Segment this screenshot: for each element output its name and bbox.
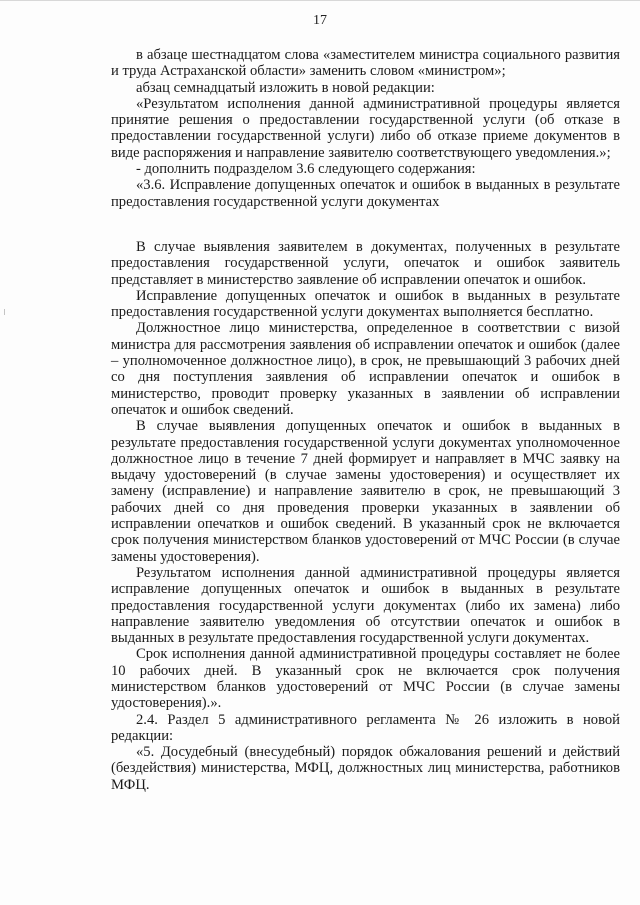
- paragraph-2: абзац семнадцатый изложить в новой редакции:: [136, 79, 435, 96]
- paragraph-9: Результатом исполнения данной административной процедуры является исправление допущенных опечаток и ошибок в выданных в результате предоставления государственной услуги документах (либо их замена) либо направление заявителю уведомления об отсутствии опечаток и ошибок в выданных в результате предоставления государственной услуги документах.: [111, 564, 620, 647]
- blank-line: [111, 210, 620, 239]
- scan-margin-dot: [4, 309, 5, 315]
- paragraph-11: 2.4. Раздел 5 административного регламента № 26 изложить в новой редакции:: [111, 711, 620, 744]
- page-number: 17: [313, 13, 327, 28]
- paragraph-6: Исправление допущенных опечаток и ошибок в выданных в результате предоставления государственной услуги документах выполняется бесплатно.: [111, 287, 620, 321]
- paragraph-5: В случае выявления заявителем в документах, полученных в результате предоставления государственной услуги, опечаток и ошибок заявитель представляет в министерство заявление об исправлении опечаток и ошибок.: [111, 238, 620, 288]
- paragraph-3: «Результатом исполнения данной административной процедуры является принятие решения о предоставлении государственной услуги (об отказе в предоставлении государственной услуги) либо об отказе приеме документов в виде распоряжения и направление заявителю соответствующего уведомления.»;: [111, 95, 620, 161]
- paragraph-7: Должностное лицо министерства, определенное в соответствии с визой министра для рассмотрения заявления об исправлении опечаток и ошибок (далее – уполномоченное должностное лицо), в срок, не превышающий 3 рабочих дней со дня поступления заявления об исправлении опечаток и ошибок в министерство, проводит проверку указанных в заявлении об исправлении опечаток и ошибок сведений.: [111, 320, 620, 418]
- paragraph-1: в абзаце шестнадцатом слова «заместителем министра социального развития и труда Астраханской области» заменить словом «министром»;: [111, 47, 620, 80]
- paragraph-10: Срок исполнения данной административной процедуры составляет не более 10 рабочих дней. В указанный срок не включается срок получения министерством бланков удостоверений от МЧС России (в случае замены удостоверения).».: [111, 646, 620, 712]
- document-body: [111, 47, 620, 793]
- paragraph-8: В случае выявления допущенных опечаток и ошибок в выданных в результате предоставления государственной услуги документах уполномоченное должностное лицо в течение 7 дней формирует и направляет в МЧС заявку на выдачу удостоверений (в случае замены удостоверения) и осуществляет их замену (исправление) и направление заявителю в срок, не превышающий 3 рабочих дней со дня проведения проверки указанных в заявлении об исправлении опечатков и ошибок сведений. В указанный срок не включается срок получения министерством бланков удостоверений от МЧС России (в случае замены удостоверения).: [111, 418, 620, 565]
- paragraph-4: - дополнить подразделом 3.6 следующего содержания:: [136, 161, 476, 178]
- section-5-heading: «5. Досудебный (внесудебный) порядок обжалования решений и действий (бездействия) министерства, МФЦ, должностных лиц министерства, работников МФЦ.: [111, 744, 620, 793]
- subsection-heading-3-6: «3.6. Исправление допущенных опечаток и ошибок в выданных в результате предоставления государственной услуги документах: [111, 177, 620, 210]
- scan-edge-mark: [0, 0, 640, 1]
